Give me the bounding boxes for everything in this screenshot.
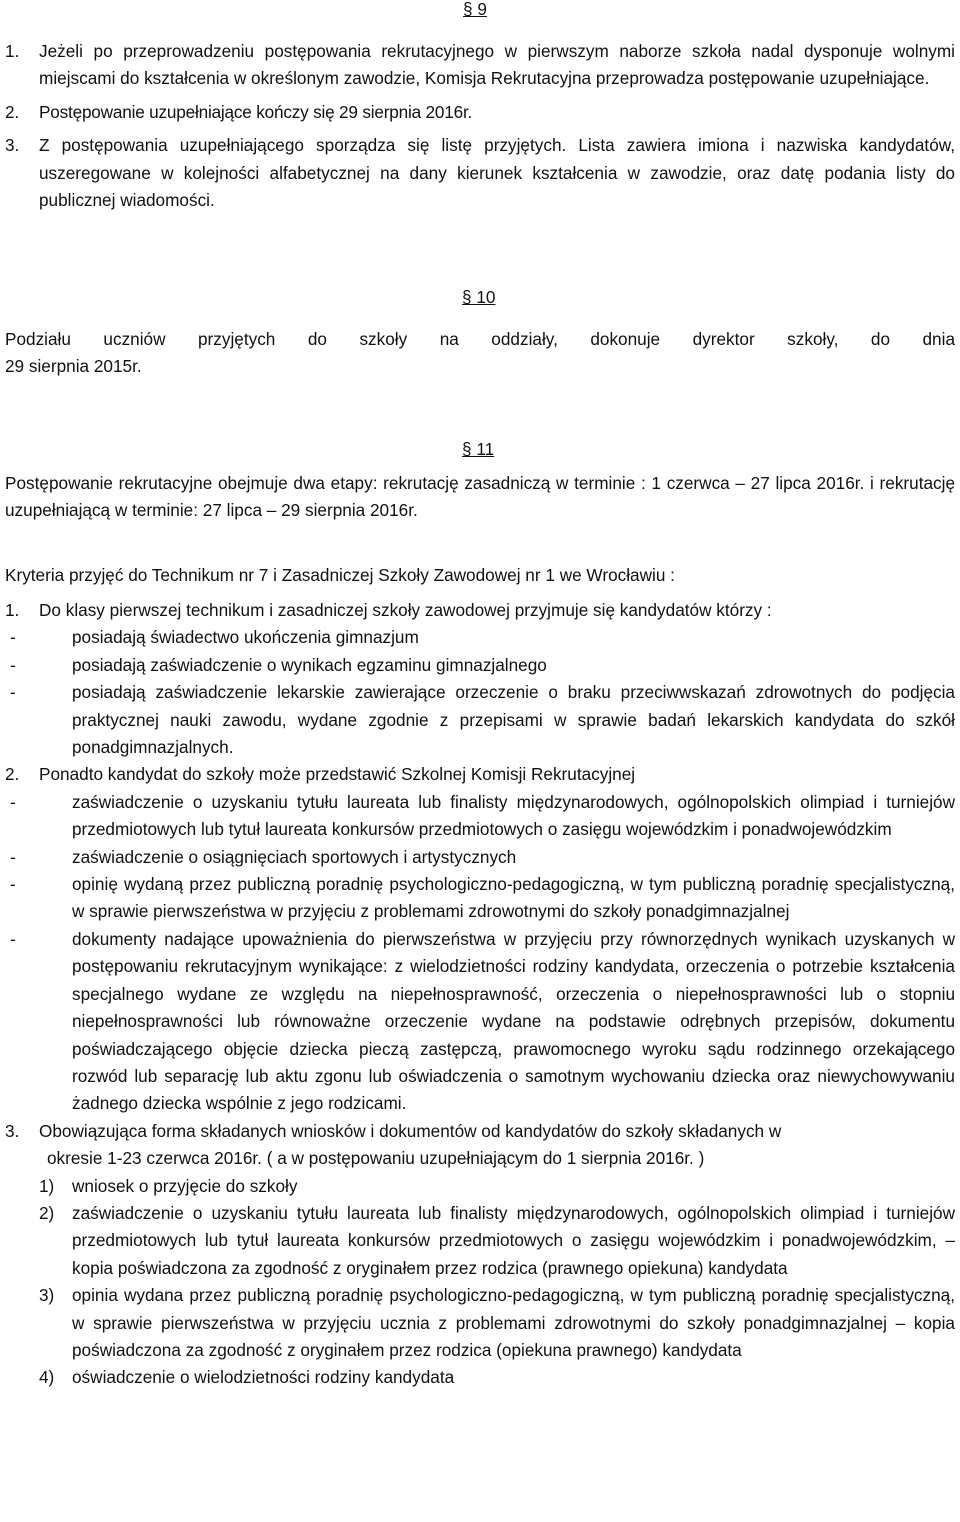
section-9-item-2 — [5, 99, 955, 126]
criteria-2-dash-4 — [5, 926, 955, 1118]
section-10-text — [5, 326, 955, 381]
section-9-item-3 — [5, 132, 955, 214]
item-number: 2. — [5, 101, 19, 122]
subitem-text: opinia wydana przez publiczną poradnię psychologiczno-pedagogiczną, w tym publiczną poradnię specjalistyczną, w sprawie pierwszeństwa w przyjęciu ucznia z problemami zdrowotnymi do szkoły ponadgimnazjalnej – kopia poświadczona za zgodność z oryginałem przez rodzica (opiekuna prawnego) kandydata — [72, 1285, 955, 1360]
dash-bullet: - — [10, 846, 16, 867]
criteria-3-subitem-1 — [5, 1173, 955, 1200]
dash-bullet: - — [10, 791, 16, 812]
dash-text: zaświadczenie o osiągnięciach sportowych i artystycznych — [72, 846, 517, 867]
criteria-1-dash-1 — [5, 624, 955, 651]
criteria-2-dash-1 — [5, 789, 955, 844]
criteria-item-3 — [5, 1118, 955, 1173]
subitem-number: 1) — [39, 1175, 55, 1196]
item-text: Z postępowania uzupełniającego sporządza się listę przyjętych. Lista zawiera imiona i nazwiska kandydatów, uszeregowane w kolejności alfabetycznej na dany kierunek kształcenia w zawodzie, oraz datę podania listy do publicznej wiadomości. — [39, 135, 955, 211]
item-text: Ponadto kandydat do szkoły może przedstawić Szkolnej Komisji Rekrutacyjnej — [39, 764, 636, 785]
item-number: 2. — [5, 764, 20, 785]
criteria-2-dash-3 — [5, 871, 955, 926]
section-11-text: Postępowanie rekrutacyjne obejmuje dwa etapy: rekrutację zasadniczą w terminie : 1 czerwca – 27 lipca 2016r. i rekrutację uzupełniającą w terminie: 27 lipca – 29 sierpnia 2016r. — [5, 473, 955, 521]
criteria-3-subitem-2 — [5, 1200, 955, 1282]
section-10-line-2: 29 sierpnia 2015r. — [5, 356, 142, 377]
dash-text: dokumenty nadające upoważnienia do pierwszeństwa w przyjęciu przy równorzędnych wynikach uzyskanych w postępowaniu rekrutacyjnym wynikające: z wielodzietności rodziny kandydata, orzeczenia o potrzebie kształcenia specjalnego wydane ze względu na niepełnosprawność, orzeczenia o niepełnosprawności lub o stopniu niepełnosprawności lub równoważne orzeczenie wydane na podstawie odrębnych przepisów, dokumentu poświadczającego objęcie dziecka pieczą zastępczą, prawomocnego wyroku sądu rodzinnego orzekającego rozwód lub separację lub aktu zgonu lub oświadczenia o samotnym wychowaniu dziecka oraz niewychowywaniu żadnego dziecka wspólnie z jego rodzicami. — [72, 928, 955, 1114]
section-9-header: § 9 — [463, 0, 487, 19]
item-number: 1. — [5, 600, 20, 620]
item-number: 1. — [5, 41, 20, 61]
item-number: 3. — [5, 135, 20, 156]
subitem-text: wniosek o przyjęcie do szkoły — [72, 1175, 298, 1196]
section-10-line-1: Podziału uczniów przyjętych do szkoły na oddziały, dokonuje dyrektor szkoły, do dnia — [5, 329, 955, 349]
criteria-3-subitem-4 — [5, 1364, 955, 1391]
item-text-line-1: Obowiązująca forma składanych wniosków i dokumentów od kandydatów do szkoły składanych w — [39, 1120, 782, 1141]
dash-bullet: - — [10, 874, 16, 895]
dash-bullet: - — [10, 928, 16, 949]
criteria-1-dash-2 — [5, 652, 955, 679]
subitem-number: 3) — [39, 1285, 55, 1306]
criteria-item-1 — [5, 597, 955, 624]
item-text: Postępowanie uzupełniające kończy się 29 sierpnia 2016r. — [39, 101, 473, 122]
section-10-header: § 10 — [462, 287, 496, 307]
item-text-line-2: okresie 1-23 czerwca 2016r. ( a w postępowaniu uzupełniającym do 1 sierpnia 2016r. ) — [47, 1148, 705, 1169]
criteria-list — [5, 597, 955, 1392]
item-text: Jeżeli po przeprowadzeniu postępowania rekrutacyjnego w pierwszym naborze szkoła nadal dysponuje wolnymi miejscami do kształcenia w określonym zawodzie, Komisja Rekrutacyjna przeprowadza postępowanie uzupełniające. — [39, 41, 955, 89]
item-number: 3. — [5, 1120, 20, 1141]
dash-text: posiadają zaświadczenie lekarskie zawierające orzeczenie o braku przeciwwskazań zdrowotnych do podjęcia praktycznej nauki zawodu, wydane zgodnie z przepisami w sprawie badań lekarskich kandydata do szkół ponadgimnazjalnych. — [72, 682, 955, 758]
subitem-text: zaświadczenie o uzyskaniu tytułu laureata lub finalisty międzynarodowych, ogólnopolskich olimpiad i turniejów przedmiotowych lub tytuł laureata konkursów przedmiotowych o zasięgu wojewódzkim i ponadwojewódzkim, – kopia poświadczona za zgodność z oryginałem przez rodzica (prawnego opiekuna) kandydata — [72, 1202, 955, 1278]
criteria-heading: Kryteria przyjęć do Technikum nr 7 i Zasadniczej Szkoły Zawodowej nr 1 we Wrocławiu : — [5, 565, 675, 585]
item-text: Do klasy pierwszej technikum i zasadniczej szkoły zawodowej przyjmuje się kandydatów którzy : — [39, 600, 772, 620]
dash-text: zaświadczenie o uzyskaniu tytułu laureata lub finalisty międzynarodowych, ogólnopolskich olimpiad i turniejów przedmiotowych lub tytuł laureata konkursów przedmiotowych o zasięgu wojewódzkim i ponadwojewódzkim — [72, 791, 955, 840]
section-9-item-1 — [5, 38, 955, 93]
criteria-2-dash-2 — [5, 844, 955, 871]
criteria-1-dash-3 — [5, 679, 955, 761]
section-11-header: § 11 — [462, 439, 495, 459]
subitem-text: oświadczenie o wielodzietności rodziny kandydata — [72, 1367, 455, 1388]
criteria-3-subitem-3 — [5, 1282, 955, 1364]
dash-bullet: - — [10, 654, 16, 675]
subitem-number: 4) — [39, 1367, 55, 1388]
dash-text: posiadają zaświadczenie o wynikach egzaminu gimnazjalnego — [72, 654, 547, 675]
dash-bullet: - — [10, 627, 16, 648]
criteria-item-2 — [5, 761, 955, 788]
dash-bullet: - — [10, 682, 16, 703]
subitem-number: 2) — [39, 1202, 55, 1223]
section-9-list — [5, 38, 955, 214]
dash-text: opinię wydaną przez publiczną poradnię psychologiczno-pedagogiczną, w tym publiczną poradnię specjalistyczną, w sprawie pierwszeństwa w przyjęciu z problemami zdrowotnymi do szkoły ponadgimnazjalnej — [72, 874, 955, 922]
dash-text: posiadają świadectwo ukończenia gimnazjum — [72, 627, 419, 648]
